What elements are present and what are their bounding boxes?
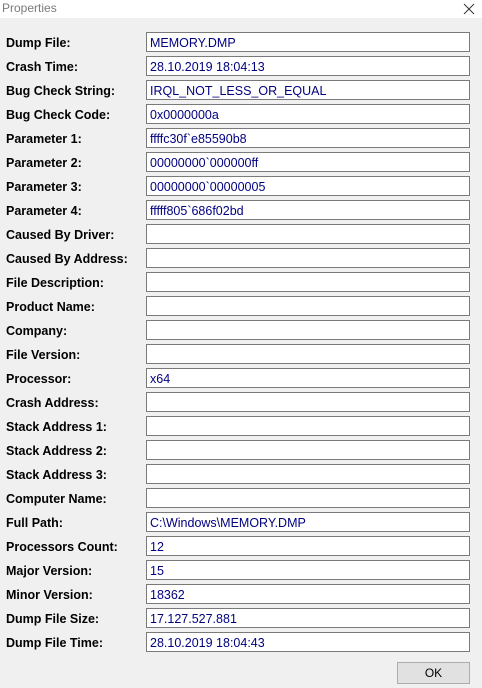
field-label: Stack Address 1: [6,420,107,434]
field-value-input[interactable] [146,272,470,292]
field-row [0,464,482,486]
close-button[interactable] [460,0,478,18]
field-row [0,32,482,54]
field-value-input[interactable] [146,536,470,556]
field-row [0,392,482,414]
field-label: Caused By Driver: [6,228,115,242]
field-row [0,224,482,246]
field-label: Bug Check Code: [6,108,111,122]
field-value-input[interactable] [146,584,470,604]
field-label: Stack Address 3: [6,468,107,482]
field-label: File Version: [6,348,81,362]
field-row [0,560,482,582]
field-label: Processors Count: [6,540,118,554]
field-row [0,416,482,438]
field-value-input[interactable] [146,464,470,484]
field-row [0,488,482,510]
field-label: Parameter 4: [6,204,82,218]
window-title: Properties [2,1,57,15]
field-label: Major Version: [6,564,93,578]
field-row [0,152,482,174]
field-label: Parameter 2: [6,156,82,170]
field-row [0,440,482,462]
field-label: Crash Address: [6,396,99,410]
field-label: Crash Time: [6,60,79,74]
field-row [0,320,482,342]
field-value-input[interactable] [146,152,470,172]
field-value-input[interactable] [146,176,470,196]
field-row [0,368,482,390]
field-label: Bug Check String: [6,84,116,98]
field-label: Parameter 3: [6,180,82,194]
field-row [0,200,482,222]
field-value-input[interactable] [146,224,470,244]
field-value-input[interactable] [146,440,470,460]
field-label: Dump File Size: [6,612,100,626]
field-value-input[interactable] [146,296,470,316]
field-value-input[interactable] [146,416,470,436]
field-row [0,296,482,318]
field-value-input[interactable] [146,104,470,124]
field-value-input[interactable] [146,128,470,148]
field-value-input[interactable] [146,248,470,268]
field-value-input[interactable] [146,512,470,532]
field-value-input[interactable] [146,488,470,508]
field-value-input[interactable] [146,320,470,340]
field-row [0,608,482,630]
title-bar [0,0,482,18]
field-value-input[interactable] [146,32,470,52]
field-label: Product Name: [6,300,95,314]
field-value-input[interactable] [146,608,470,628]
field-value-input[interactable] [146,56,470,76]
field-value-input[interactable] [146,200,470,220]
field-value-input[interactable] [146,344,470,364]
field-row [0,344,482,366]
field-label: Minor Version: [6,588,93,602]
field-value-input[interactable] [146,392,470,412]
field-row [0,536,482,558]
field-row [0,176,482,198]
close-icon [460,0,478,18]
field-row [0,80,482,102]
field-row [0,104,482,126]
field-row [0,632,482,654]
field-value-input[interactable] [146,632,470,652]
field-label: Processor: [6,372,72,386]
field-label: Parameter 1: [6,132,82,146]
field-row [0,128,482,150]
field-label: Full Path: [6,516,63,530]
field-label: Stack Address 2: [6,444,107,458]
field-value-input[interactable] [146,560,470,580]
field-value-input[interactable] [146,80,470,100]
field-label: Company: [6,324,68,338]
field-row [0,512,482,534]
field-label: Computer Name: [6,492,107,506]
field-label: Caused By Address: [6,252,128,266]
field-label: Dump File: [6,36,71,50]
field-row [0,56,482,78]
field-value-input[interactable] [146,368,470,388]
field-row [0,272,482,294]
field-label: Dump File Time: [6,636,104,650]
field-row [0,584,482,606]
ok-button[interactable]: OK [397,662,470,684]
field-label: File Description: [6,276,104,290]
field-row [0,248,482,270]
